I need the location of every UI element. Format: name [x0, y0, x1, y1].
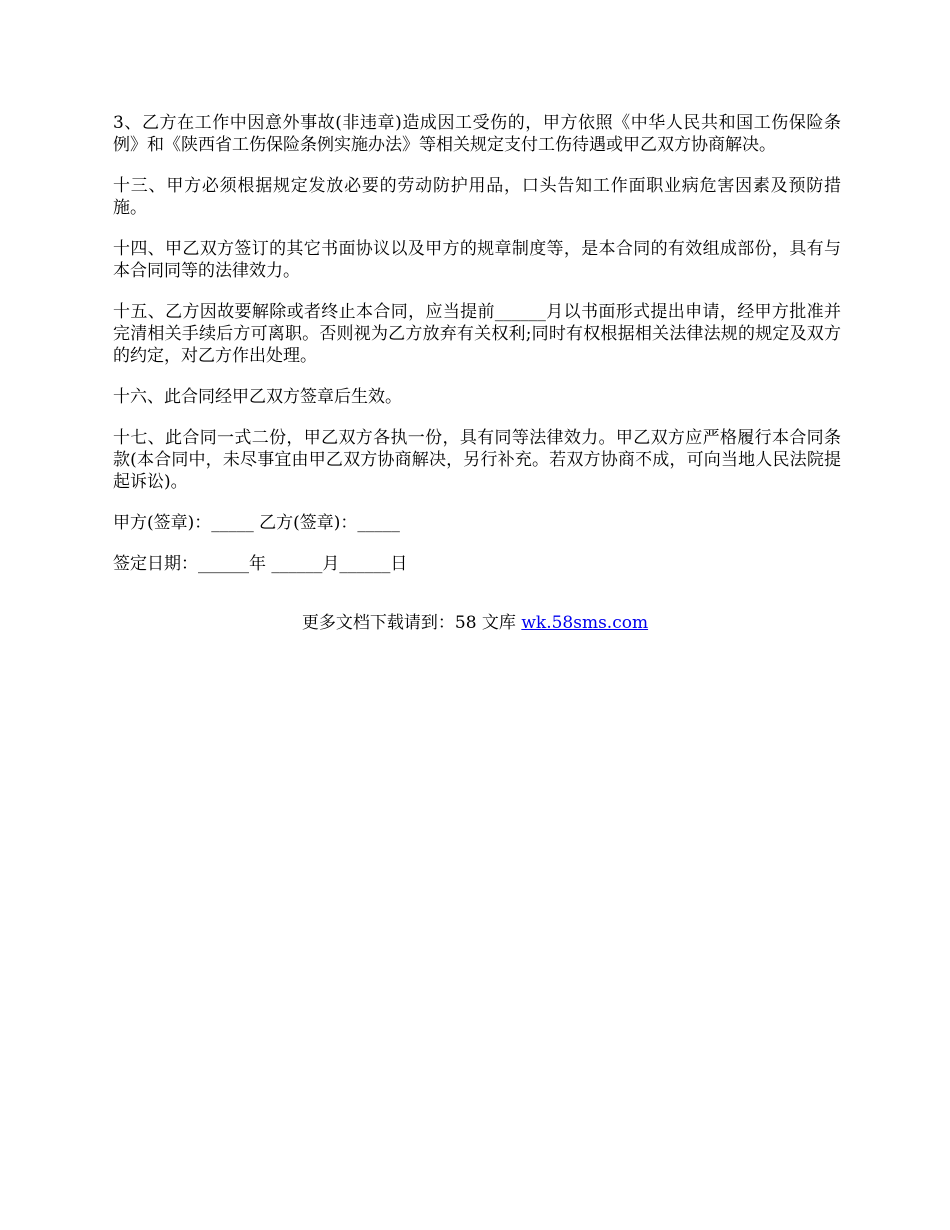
signature-line: 甲方(签章)：_____ 乙方(签章)：_____: [113, 513, 400, 533]
clause-16-paragraph: 十六、此合同经甲乙双方签章后生效。: [113, 387, 402, 407]
document-body: [113, 112, 841, 594]
download-footer: [0, 612, 950, 634]
signing-date-line: 签定日期：______年 ______月______日: [113, 554, 408, 574]
clause-15-paragraph: 十五、乙方因故要解除或者终止本合同，应当提前______月以书面形式提出申请，经甲方批准并完清相关手续后方可离职。否则视为乙方放弃有关权利;同时有权根据相关法律法规的规定及双方的约定，对乙方作出处理。: [113, 302, 841, 366]
clause-3-paragraph: 3、乙方在工作中因意外事故(非违章)造成因工受伤的，甲方依照《中华人民共和国工伤保险条例》和《陕西省工伤保险条例实施办法》等相关规定支付工伤待遇或甲乙双方协商解决。: [113, 113, 841, 155]
clause-14-paragraph: 十四、甲乙双方签订的其它书面协议以及甲方的规章制度等，是本合同的有效组成部份，具有与本合同同等的法律效力。: [113, 239, 841, 281]
clause-13-paragraph: 十三、甲方必须根据规定发放必要的劳动防护用品，口头告知工作面职业病危害因素及预防措施。: [113, 176, 841, 218]
clause-17-paragraph: 十七、此合同一式二份，甲乙双方各执一份，具有同等法律效力。甲乙双方应严格履行本合同条款(本合同中，未尽事宜由甲乙双方协商解决，另行补充。若双方协商不成，可向当地人民法院提起诉讼)。: [113, 428, 841, 492]
footer-site-link[interactable]: wk.58sms.com: [521, 613, 649, 633]
footer-prefix-text: 更多文档下载请到：58 文库: [301, 613, 522, 633]
